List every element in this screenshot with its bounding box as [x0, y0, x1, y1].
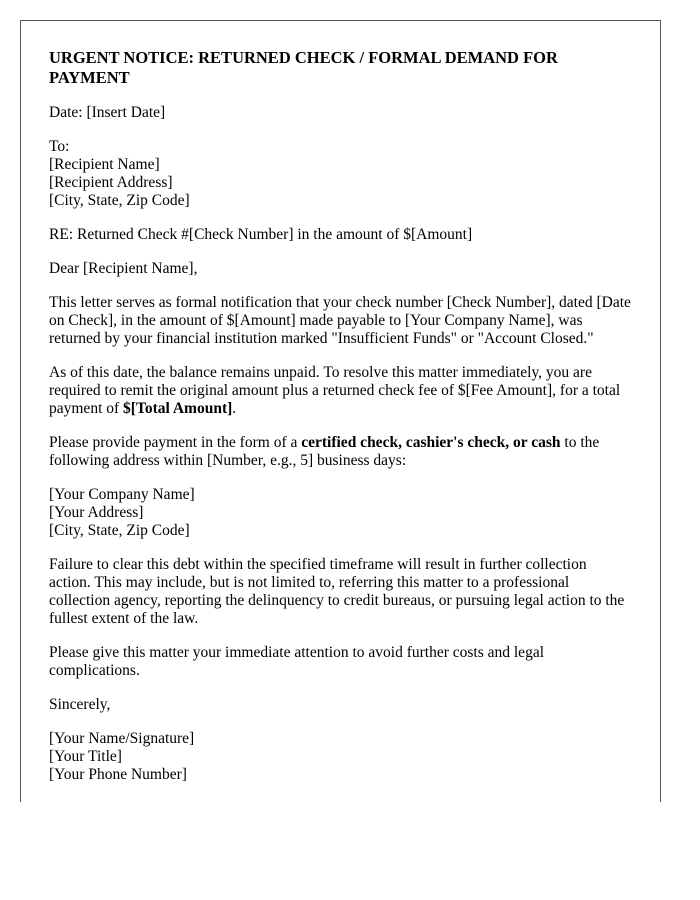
- recipient-block: [49, 138, 632, 210]
- paragraph-notification: This letter serves as formal notification that your check number [Check Number], dated [Date on Check], in the amount of $[Amount] made payable to [Your Company Name], was returned by your financial institution marked "Insufficient Funds" or "Account Closed.": [49, 294, 631, 347]
- company-name: [Your Company Name]: [49, 486, 195, 503]
- paragraph-balance-end: .: [232, 400, 237, 417]
- paragraph-payment-text: Please provide payment in the form of a: [49, 434, 302, 451]
- salutation: Dear [Recipient Name],: [49, 260, 198, 277]
- recipient-address: [Recipient Address]: [49, 174, 173, 191]
- to-label: To:: [49, 138, 70, 155]
- paragraph-attention: Please give this matter your immediate attention to avoid further costs and legal complications.: [49, 644, 545, 679]
- date-line: Date: [Insert Date]: [49, 104, 166, 121]
- company-address: [Your Address]: [49, 504, 144, 521]
- letter-page: [20, 20, 661, 802]
- signature-phone: [Your Phone Number]: [49, 766, 187, 783]
- closing: Sincerely,: [49, 696, 111, 713]
- total-amount: $[Total Amount]: [123, 400, 233, 417]
- recipient-city: [City, State, Zip Code]: [49, 192, 190, 209]
- paragraph-consequences: Failure to clear this debt within the specified timeframe will result in further collection action. This may include, but is not limited to, referring this matter to a professional collection agency, reporting the delinquency to credit bureaus, or pursuing legal action to the fullest extent of the law.: [49, 556, 625, 627]
- signature-title: [Your Title]: [49, 748, 122, 765]
- recipient-name: [Recipient Name]: [49, 156, 160, 173]
- re-line: RE: Returned Check #[Check Number] in the amount of $[Amount]: [49, 226, 473, 243]
- paragraph-payment-end: to the following address within [Number, e.g., 5] business days:: [49, 434, 600, 469]
- paragraph-payment-method: [49, 434, 632, 470]
- payment-methods: certified check, cashier's check, or cash: [301, 434, 561, 451]
- paragraph-balance-text: As of this date, the balance remains unpaid. To resolve this matter immediately, you are required to remit the original amount plus a returned check fee of $[Fee Amount], for a total payment of: [49, 364, 621, 417]
- company-address-block: [49, 486, 632, 540]
- paragraph-balance: [49, 364, 632, 418]
- signature-name: [Your Name/Signature]: [49, 730, 195, 747]
- signature-block: [49, 730, 632, 784]
- letter-title: URGENT NOTICE: RETURNED CHECK / FORMAL DEMAND FOR PAYMENT: [49, 48, 558, 87]
- company-city: [City, State, Zip Code]: [49, 522, 190, 539]
